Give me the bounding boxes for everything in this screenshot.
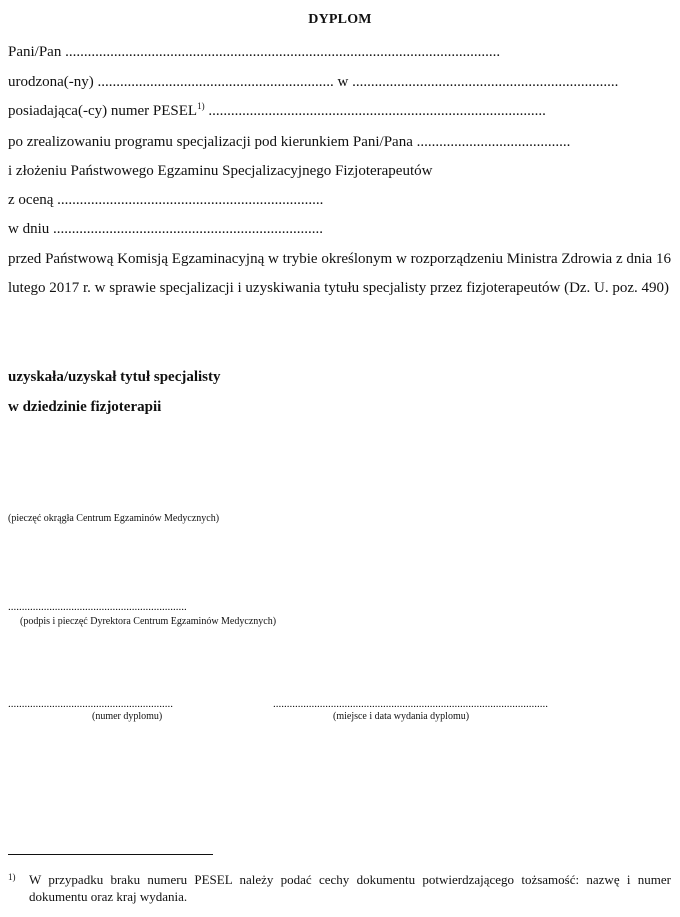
date-line [8, 221, 323, 238]
exam-date-field[interactable]: ........................................................................ [53, 221, 323, 237]
supervisor-field[interactable]: ......................................... [416, 134, 571, 150]
diploma-number-label: (numer dyplomu) [92, 711, 163, 722]
document-title: DYPLOM [308, 12, 372, 27]
grade-label: z oceną [8, 192, 54, 208]
diploma-number-field[interactable]: ............................................................ [8, 698, 173, 710]
exam-line: i złożeniu Państwowego Egzaminu Specjalizacyjnego Fizjoterapeutów [8, 163, 433, 179]
signature-label: (podpis i pieczęć Dyrektora Centrum Egzaminów Medycznych) [20, 616, 277, 627]
grade-line [8, 192, 323, 209]
pesel-line [8, 103, 546, 120]
birth-place-field[interactable]: ....................................................................... [352, 74, 619, 90]
birth-line [8, 74, 618, 91]
footnote-marker: 1) [8, 872, 16, 882]
footnote-text: W przypadku braku numeru PESEL należy podać cechy dokumentu potwierdzającego tożsamość: nazwę i numer dokumentu oraz kraj wydania. [29, 872, 671, 904]
footnote [8, 871, 671, 905]
program-line [8, 134, 570, 151]
pesel-field[interactable]: .......................................................................................... [208, 103, 546, 119]
stamp-label: (pieczęć okrągła Centrum Egzaminów Medycznych) [8, 513, 220, 524]
birth-date-field[interactable]: ............................................................... [97, 74, 334, 90]
program-label: po zrealizowaniu programu specjalizacji pod kierunkiem Pani/Pana [8, 134, 413, 150]
signature-field[interactable]: ................................................................. [8, 601, 187, 613]
result-line-1: uzyskała/uzyskał tytuł specjalisty [8, 369, 221, 385]
grade-field[interactable]: ....................................................................... [57, 192, 324, 208]
footnote-divider [8, 854, 213, 855]
pesel-label: posiadająca(-cy) numer PESEL [8, 103, 198, 119]
name-field[interactable]: .................................................................................................................... [65, 44, 501, 60]
result-line-2: w dziedzinie fizjoterapii [8, 399, 162, 415]
date-label: w dniu [8, 221, 50, 237]
born-in-label: w [337, 74, 349, 90]
issue-place-date-label: (miejsce i data wydania dyplomu) [333, 711, 470, 722]
name-line [8, 44, 500, 61]
footnote-reference: 1) [197, 101, 205, 111]
issue-place-date-field[interactable]: .................................................................................................... [273, 698, 548, 710]
commission-paragraph: przed Państwową Komisją Egzaminacyjną w trybie określonym w rozporządzeniu Ministra Zdrowia z dnia 16 lutego 2017 r. w sprawie specjalizacji i uzyskiwania tytułu specjalisty przez fizjoterapeutów (Dz. U. poz. 490) [8, 251, 671, 296]
born-label: urodzona(-ny) [8, 74, 94, 90]
name-label: Pani/Pan [8, 44, 62, 60]
